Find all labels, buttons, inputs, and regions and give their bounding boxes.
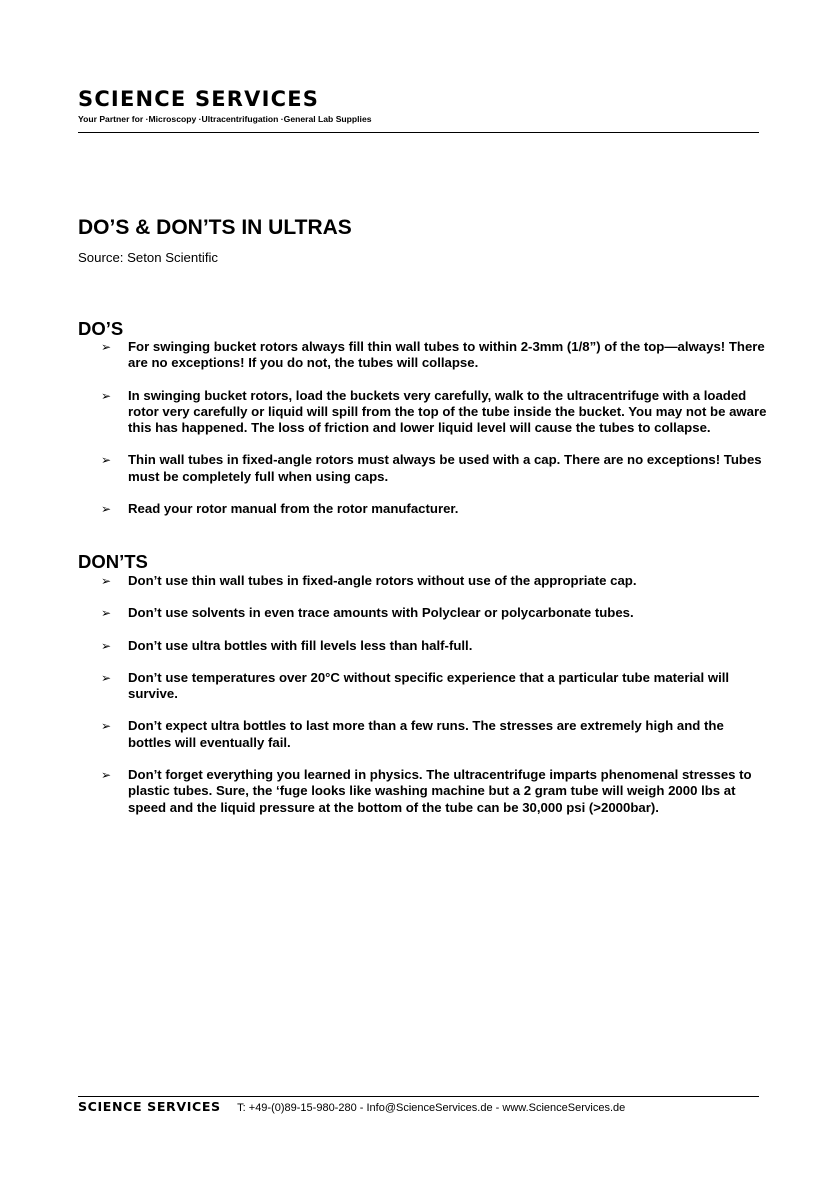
arrowhead-bullet-icon: ➢: [101, 340, 112, 354]
donts-heading: DON’TS: [78, 551, 148, 572]
arrowhead-bullet-icon: ➢: [101, 453, 112, 468]
donts-list: [78, 573, 768, 832]
arrowhead-bullet-icon: ➢: [101, 670, 112, 685]
arrowhead-bullet-icon: ➢: [101, 719, 112, 734]
list-item: [78, 605, 768, 621]
arrowhead-bullet-icon: ➢: [101, 606, 112, 621]
document-source: Source: Seton Scientific: [78, 250, 219, 265]
list-item-text: Don’t forget everything you learned in physics. The ultracentrifuge imparts phenomenal stresses to plastic tubes. Sure, the ‘fuge looks like washing machine but a 2 gram tube will weigh 2000 lbs at speed and the liquid pressure at the bottom of the tube can be 30,000 psi (>2000bar).: [128, 767, 752, 815]
footer-divider: [78, 1096, 759, 1097]
list-item-text: Don’t expect ultra bottles to last more than a few runs. The stresses are extremely high and the bottles will eventually fail.: [128, 718, 724, 750]
list-item-text: Thin wall tubes in fixed-angle rotors must always be used with a cap. There are no exceptions! Tubes must be completely full when using caps.: [128, 452, 762, 484]
page-header: [78, 86, 759, 125]
list-item: [78, 501, 768, 517]
arrowhead-bullet-icon: ➢: [101, 388, 112, 403]
header-divider: [78, 132, 759, 133]
document-title: DO’S & DON’TS IN ULTRAS: [78, 216, 352, 239]
list-item-text: Don’t use ultra bottles with fill levels less than half-full.: [128, 637, 473, 653]
page-footer: [78, 1099, 625, 1116]
list-item: [78, 339, 768, 372]
list-item: [78, 388, 768, 437]
list-item-text: Don’t use temperatures over 20°C without specific experience that a particular tube material will survive.: [128, 669, 730, 702]
footer-contact-info: T: +49-(0)89-15-980-280 - Info@ScienceServices.de - www.ScienceServices.de: [237, 1102, 626, 1114]
list-item-text: Don’t use thin wall tubes in fixed-angle rotors without use of the appropriate cap.: [128, 573, 637, 588]
brand-logo-text: SCIENCE SERVICES: [78, 87, 320, 111]
arrowhead-bullet-icon: ➢: [101, 574, 112, 588]
list-item-text: In swinging bucket rotors, load the buckets very carefully, walk to the ultracentrifuge with a loaded rotor very carefully or liquid will spill from the top of the tube inside the bucket. You may not be aware this has happened. The loss of friction and lower liquid level will cause the tubes to collapse.: [128, 387, 767, 436]
list-item: [78, 452, 768, 485]
list-item: [78, 638, 768, 654]
footer-brand: SCIENCE SERVICES: [78, 1099, 221, 1114]
brand-tagline: Your Partner for ·Microscopy ·Ultracentrifugation ·General Lab Supplies: [78, 114, 372, 124]
list-item-text: For swinging bucket rotors always fill thin wall tubes to within 2-3mm (1/8”) of the top—always! There are no exceptions! If you do not, the tubes will collapse.: [128, 339, 765, 371]
arrowhead-bullet-icon: ➢: [101, 502, 112, 517]
list-item: [78, 573, 768, 589]
list-item-text: Don’t use solvents in even trace amounts with Polyclear or polycarbonate tubes.: [128, 605, 634, 621]
arrowhead-bullet-icon: ➢: [101, 638, 112, 653]
list-item-text: Read your rotor manual from the rotor manufacturer.: [128, 501, 459, 517]
arrowhead-bullet-icon: ➢: [101, 768, 112, 783]
list-item: [78, 718, 768, 751]
dos-list: [78, 339, 768, 533]
dos-heading: DO’S: [78, 318, 124, 339]
list-item: [78, 767, 768, 816]
list-item: [78, 670, 768, 703]
